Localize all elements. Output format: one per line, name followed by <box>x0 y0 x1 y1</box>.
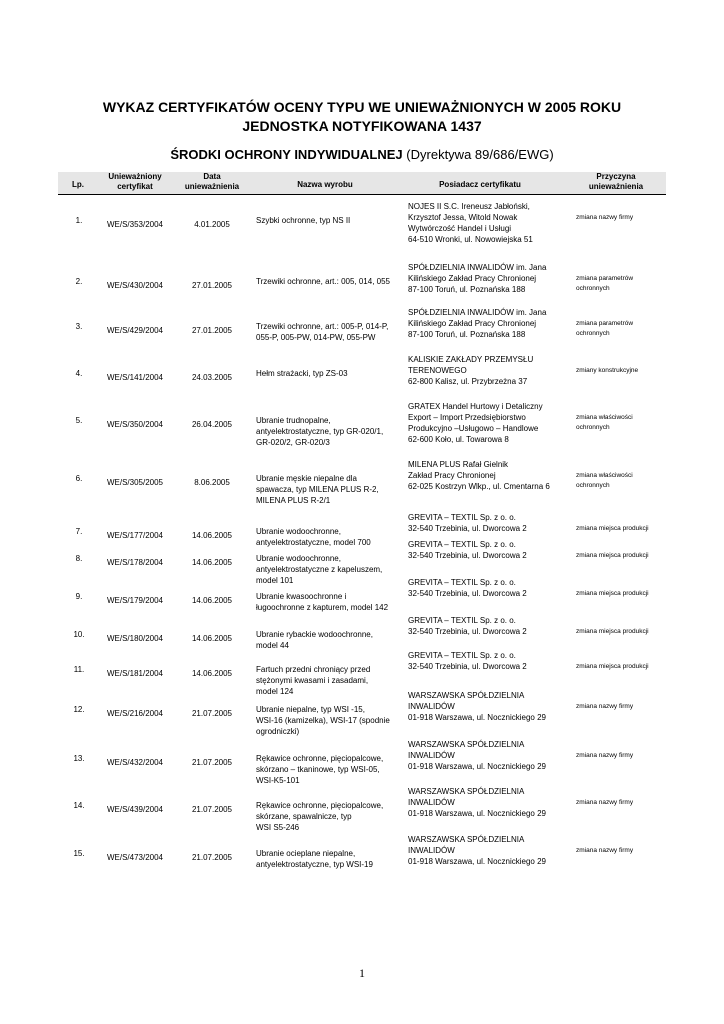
invalidation-reason: zmiana nazwy firmy <box>576 799 634 806</box>
header-date: Data unieważnienia <box>184 172 240 191</box>
row-number: 14. <box>73 801 85 810</box>
invalidation-reason: zmiana miejsca produkcji <box>576 552 649 559</box>
invalidation-date: 14.06.2005 <box>191 596 233 605</box>
invalidation-date: 24.03.2005 <box>191 373 233 382</box>
certificate-number: WE/S/429/2004 <box>106 326 164 335</box>
invalidation-date: 14.06.2005 <box>191 634 233 643</box>
invalidation-reason: zmiana nazwy firmy <box>576 703 634 710</box>
invalidation-date: 21.07.2005 <box>191 853 233 862</box>
certificate-holder: NOJES II S.C. Ireneusz Jabłoński, Krzysztof Jessa, Witold Nowak Wytwórczość Handel i Usługi 64-510 Wronki, ul. Nowowiejska 51 <box>408 202 533 244</box>
invalidation-reason: zmiana nazwy firmy <box>576 847 634 854</box>
invalidation-reason: zmiana miejsca produkcji <box>576 628 649 635</box>
header-holder: Posiadacz certyfikatu <box>439 180 521 189</box>
invalidation-date: 27.01.2005 <box>191 326 233 335</box>
page-number: 1 <box>359 966 365 980</box>
invalidation-reason: zmiana miejsca produkcji <box>576 590 649 597</box>
certificate-holder: GREVITA – TEXTIL Sp. z o. o. 32-540 Trzebinia, ul. Dworcowa 2 <box>408 540 527 560</box>
invalidation-date: 21.07.2005 <box>191 709 233 718</box>
certificate-number: WE/S/353/2004 <box>106 220 164 229</box>
row-number: 13. <box>73 754 85 763</box>
certificate-holder: GREVITA – TEXTIL Sp. z o. o. 32-540 Trzebinia, ul. Dworcowa 2 <box>408 616 527 636</box>
product-name: Trzewiki ochronne, art.: 005-P, 014-P, 055-P, 005-PW, 014-PW, 055-PW <box>256 322 389 342</box>
invalidation-date: 14.06.2005 <box>191 669 233 678</box>
product-name: Ubranie rybackie wodoochronne, model 44 <box>256 630 373 650</box>
invalidation-date: 27.01.2005 <box>191 281 233 290</box>
header-product: Nazwa wyrobu <box>297 180 353 189</box>
document-subtitle <box>0 146 724 163</box>
row-number: 2. <box>75 277 83 286</box>
certificate-holder: GREVITA – TEXTIL Sp. z o. o. 32-540 Trzebinia, ul. Dworcowa 2 <box>408 651 527 671</box>
certificate-number: WE/S/473/2004 <box>106 853 164 862</box>
invalidation-date: 4.01.2005 <box>194 220 230 229</box>
certificate-number: WE/S/141/2004 <box>106 373 164 382</box>
certificate-holder: GRATEX Handel Hurtowy i Detaliczny Export – Import Przedsiębiorstwo Produkcyjno –Usługowo – Handlowe 62-600 Koło, ul. Towarowa 8 <box>408 402 543 444</box>
row-number: 11. <box>73 665 85 674</box>
invalidation-reason: zmiana miejsca produkcji <box>576 663 649 670</box>
certificate-number: WE/S/177/2004 <box>106 531 164 540</box>
invalidation-date: 26.04.2005 <box>191 420 233 429</box>
header-certificate: Unieważniony certyfikat <box>108 172 162 191</box>
row-number: 8. <box>75 554 83 563</box>
product-name: Hełm strażacki, typ ZS-03 <box>256 369 348 378</box>
certificate-holder: MILENA PLUS Rafał Gielnik Zakład Pracy Chronionej 62-025 Kostrzyn Wlkp., ul. Cmentarna 6 <box>408 460 550 491</box>
certificate-holder: GREVITA – TEXTIL Sp. z o. o. 32-540 Trzebinia, ul. Dworcowa 2 <box>408 513 527 533</box>
certificate-holder: WARSZAWSKA SPÓŁDZIELNIA INWALIDÓW 01-918 Warszawa, ul. Nocznickiego 29 <box>408 835 546 866</box>
invalidation-reason: zmiana nazwy firmy <box>576 752 634 759</box>
certificate-number: WE/S/181/2004 <box>106 669 164 678</box>
certificate-number: WE/S/179/2004 <box>106 596 164 605</box>
invalidation-reason: zmiana miejsca produkcji <box>576 525 649 532</box>
invalidation-date: 14.06.2005 <box>191 531 233 540</box>
certificate-number: WE/S/439/2004 <box>106 805 164 814</box>
invalidation-reason: zmiana właściwości ochronnych <box>576 472 633 489</box>
certificate-number: WE/S/305/2005 <box>106 478 164 487</box>
certificate-number: WE/S/216/2004 <box>106 709 164 718</box>
title-line-1: WYKAZ CERTYFIKATÓW OCENY TYPU WE UNIEWAŻNIONYCH W 2005 ROKU <box>102 99 622 115</box>
invalidation-reason: zmiana parametrów ochronnych <box>576 275 634 292</box>
product-name: Ubranie trudnopalne, antyelektrostatyczne, typ GR-020/1, GR-020/2, GR-020/3 <box>256 416 384 447</box>
product-name: Ubranie wodoochronne, antyelektrostatyczne z kapeluszem, model 101 <box>256 554 383 585</box>
product-name: Ubranie męskie niepalne dla spawacza, typ MILENA PLUS R-2, MILENA PLUS R-2/1 <box>256 474 379 505</box>
certificate-holder: WARSZAWSKA SPÓŁDZIELNIA INWALIDÓW 01-918 Warszawa, ul. Nocznickiego 29 <box>408 740 546 771</box>
row-number: 12. <box>73 705 85 714</box>
header-reason: Przyczyna unieważnienia <box>588 172 644 191</box>
header-lp: Lp. <box>72 180 84 189</box>
product-name: Rękawice ochronne, pięciopalcowe, skórzane, spawalnicze, typ WSI S5-246 <box>256 801 384 832</box>
product-name: Ubranie ocieplane niepalne, antyelektrostatyczne, typ WSI-19 <box>256 849 373 869</box>
certificate-number: WE/S/180/2004 <box>106 634 164 643</box>
certificate-holder: WARSZAWSKA SPÓŁDZIELNIA INWALIDÓW 01-918 Warszawa, ul. Nocznickiego 29 <box>408 691 546 722</box>
row-number: 4. <box>75 369 83 378</box>
certificate-holder: GREVITA – TEXTIL Sp. z o. o. 32-540 Trzebinia, ul. Dworcowa 2 <box>408 578 527 598</box>
invalidation-date: 8.06.2005 <box>194 478 230 487</box>
title-line-2: JEDNOSTKA NOTYFIKOWANA 1437 <box>242 118 482 134</box>
certificate-holder: SPÓŁDZIELNIA INWALIDÓW im. Jana Kilińskiego Zakład Pracy Chronionej 87-100 Toruń, ul. Poznańska 188 <box>408 263 547 294</box>
product-name: Ubranie wodoochronne, antyelektrostatyczne, model 700 <box>256 527 371 547</box>
row-number: 1. <box>75 216 83 225</box>
certificate-number: WE/S/350/2004 <box>106 420 164 429</box>
row-number: 3. <box>75 322 83 331</box>
certificate-holder: SPÓŁDZIELNIA INWALIDÓW im. Jana Kilińskiego Zakład Pracy Chronionej 87-100 Toruń, ul. Poznańska 188 <box>408 308 547 339</box>
invalidation-reason: zmiany konstrukcyjne <box>576 367 639 374</box>
document-title <box>0 98 724 136</box>
invalidation-date: 21.07.2005 <box>191 805 233 814</box>
product-name: Trzewiki ochronne, art.: 005, 014, 055 <box>256 277 390 286</box>
row-number: 7. <box>75 527 83 536</box>
product-name: Rękawice ochronne, pięciopalcowe, skórzano – tkaninowe, typ WSI-05, WSI-K5-101 <box>256 754 384 785</box>
row-number: 9. <box>75 592 83 601</box>
invalidation-reason: zmiana właściwości ochronnych <box>576 414 633 431</box>
certificate-holder: WARSZAWSKA SPÓŁDZIELNIA INWALIDÓW 01-918 Warszawa, ul. Nocznickiego 29 <box>408 787 546 818</box>
invalidation-reason: zmiana parametrów ochronnych <box>576 320 634 337</box>
subtitle-directive: (Dyrektywa 89/686/EWG) <box>406 147 554 162</box>
product-name: Ubranie kwasoochronne i ługoochronne z kapturem, model 142 <box>256 592 389 612</box>
product-name: Ubranie niepalne, typ WSI -15, WSI-16 (kamizelka), WSI-17 (spodnie ogrodniczki) <box>256 705 390 736</box>
certificate-number: WE/S/178/2004 <box>106 558 164 567</box>
invalidation-reason: zmiana nazwy firmy <box>576 214 634 221</box>
product-name: Szybki ochronne, typ NS II <box>256 216 351 225</box>
invalidation-date: 14.06.2005 <box>191 558 233 567</box>
row-number: 6. <box>75 474 83 483</box>
certificate-number: WE/S/432/2004 <box>106 758 164 767</box>
row-number: 15. <box>73 849 85 858</box>
row-number: 10. <box>73 630 85 639</box>
invalidation-date: 21.07.2005 <box>191 758 233 767</box>
certificate-number: WE/S/430/2004 <box>106 281 164 290</box>
subtitle-bold: ŚRODKI OCHRONY INDYWIDUALNEJ <box>170 147 403 162</box>
product-name: Fartuch przedni chroniący przed stężonymi kwasami i zasadami, model 124 <box>256 665 371 696</box>
certificate-holder: KALISKIE ZAKŁADY PRZEMYSŁU TERENOWEGO 62-800 Kalisz, ul. Przybrzeżna 37 <box>408 355 534 386</box>
row-number: 5. <box>75 416 83 425</box>
